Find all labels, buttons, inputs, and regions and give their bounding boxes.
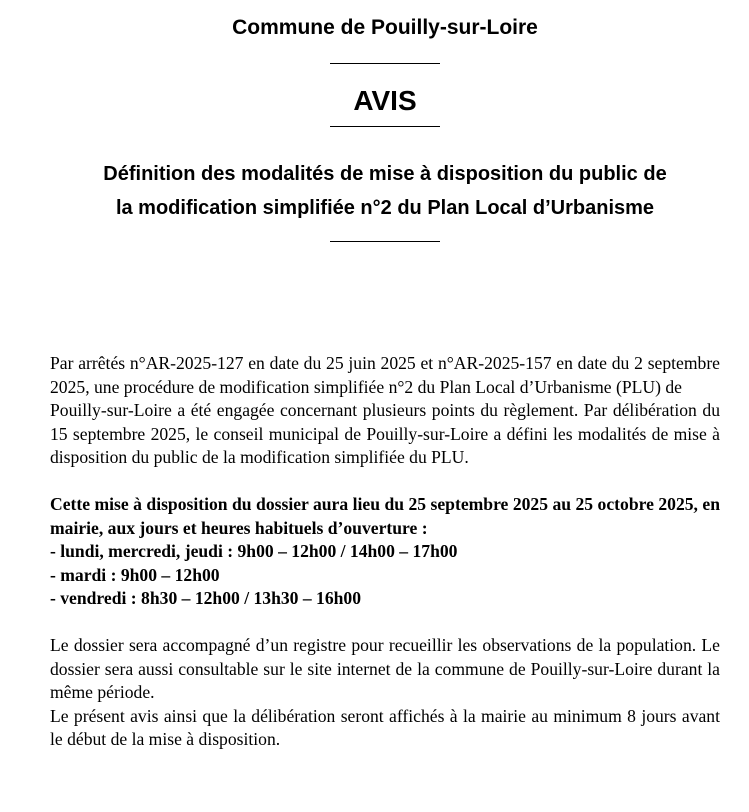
schedule-item-friday: - vendredi : 8h30 – 12h00 / 13h30 – 16h00 [50,588,362,608]
schedule-item-monday: - lundi, mercredi, jeudi : 9h00 – 12h00 / 14h00 – 17h00 [50,541,458,561]
schedule-intro: Cette mise à disposition du dossier aura lieu du 25 septembre 2025 au 25 octobre 2025, en mairie, aux jours et heures habituels d’ouverture : [50,494,720,538]
notice-subject [40,157,730,225]
commune-name: Commune de Pouilly-sur-Loire [232,16,538,39]
spacer [50,611,720,635]
paragraph-affichage: Le présent avis ainsi que la délibération seront affichés à la mairie au minimum 8 jours avant le début de la mise à disposition. [50,705,720,749]
paragraph-deliberation: Pouilly-sur-Loire a été engagée concernant plusieurs points du règlement. Par délibération du 15 septembre 2025, le conseil municipal de Pouilly-sur-Loire a défini les modalités de mise à disposition du public de la modification simplifiée du PLU. [50,400,720,467]
divider-title [330,126,440,127]
spacer [50,470,720,494]
schedule-item-tuesday: - mardi : 9h00 – 12h00 [50,564,220,585]
subject-line-2: la modification simplifiée n°2 du Plan Local d’Urbanisme [115,197,655,219]
paragraph-arretes: Par arrêtés n°AR-2025-127 en date du 25 juin 2025 et n°AR-2025-157 en date du 2 septembre 2025, une procédure de modification simplifiée n°2 du Plan Local d’Urbanisme (PLU) de [50,353,720,397]
notice-title: AVIS [353,85,417,116]
divider-top [330,63,440,64]
notice-body [50,352,720,752]
divider-subject [330,241,440,242]
subject-line-1: Définition des modalités de mise à disposition du public de [103,163,667,185]
paragraph-registre: Le dossier sera accompagné d’un registre pour recueillir les observations de la population. Le dossier sera aussi consultable sur le site internet de la commune de Pouilly-sur-Loire durant la même période. [50,635,720,702]
